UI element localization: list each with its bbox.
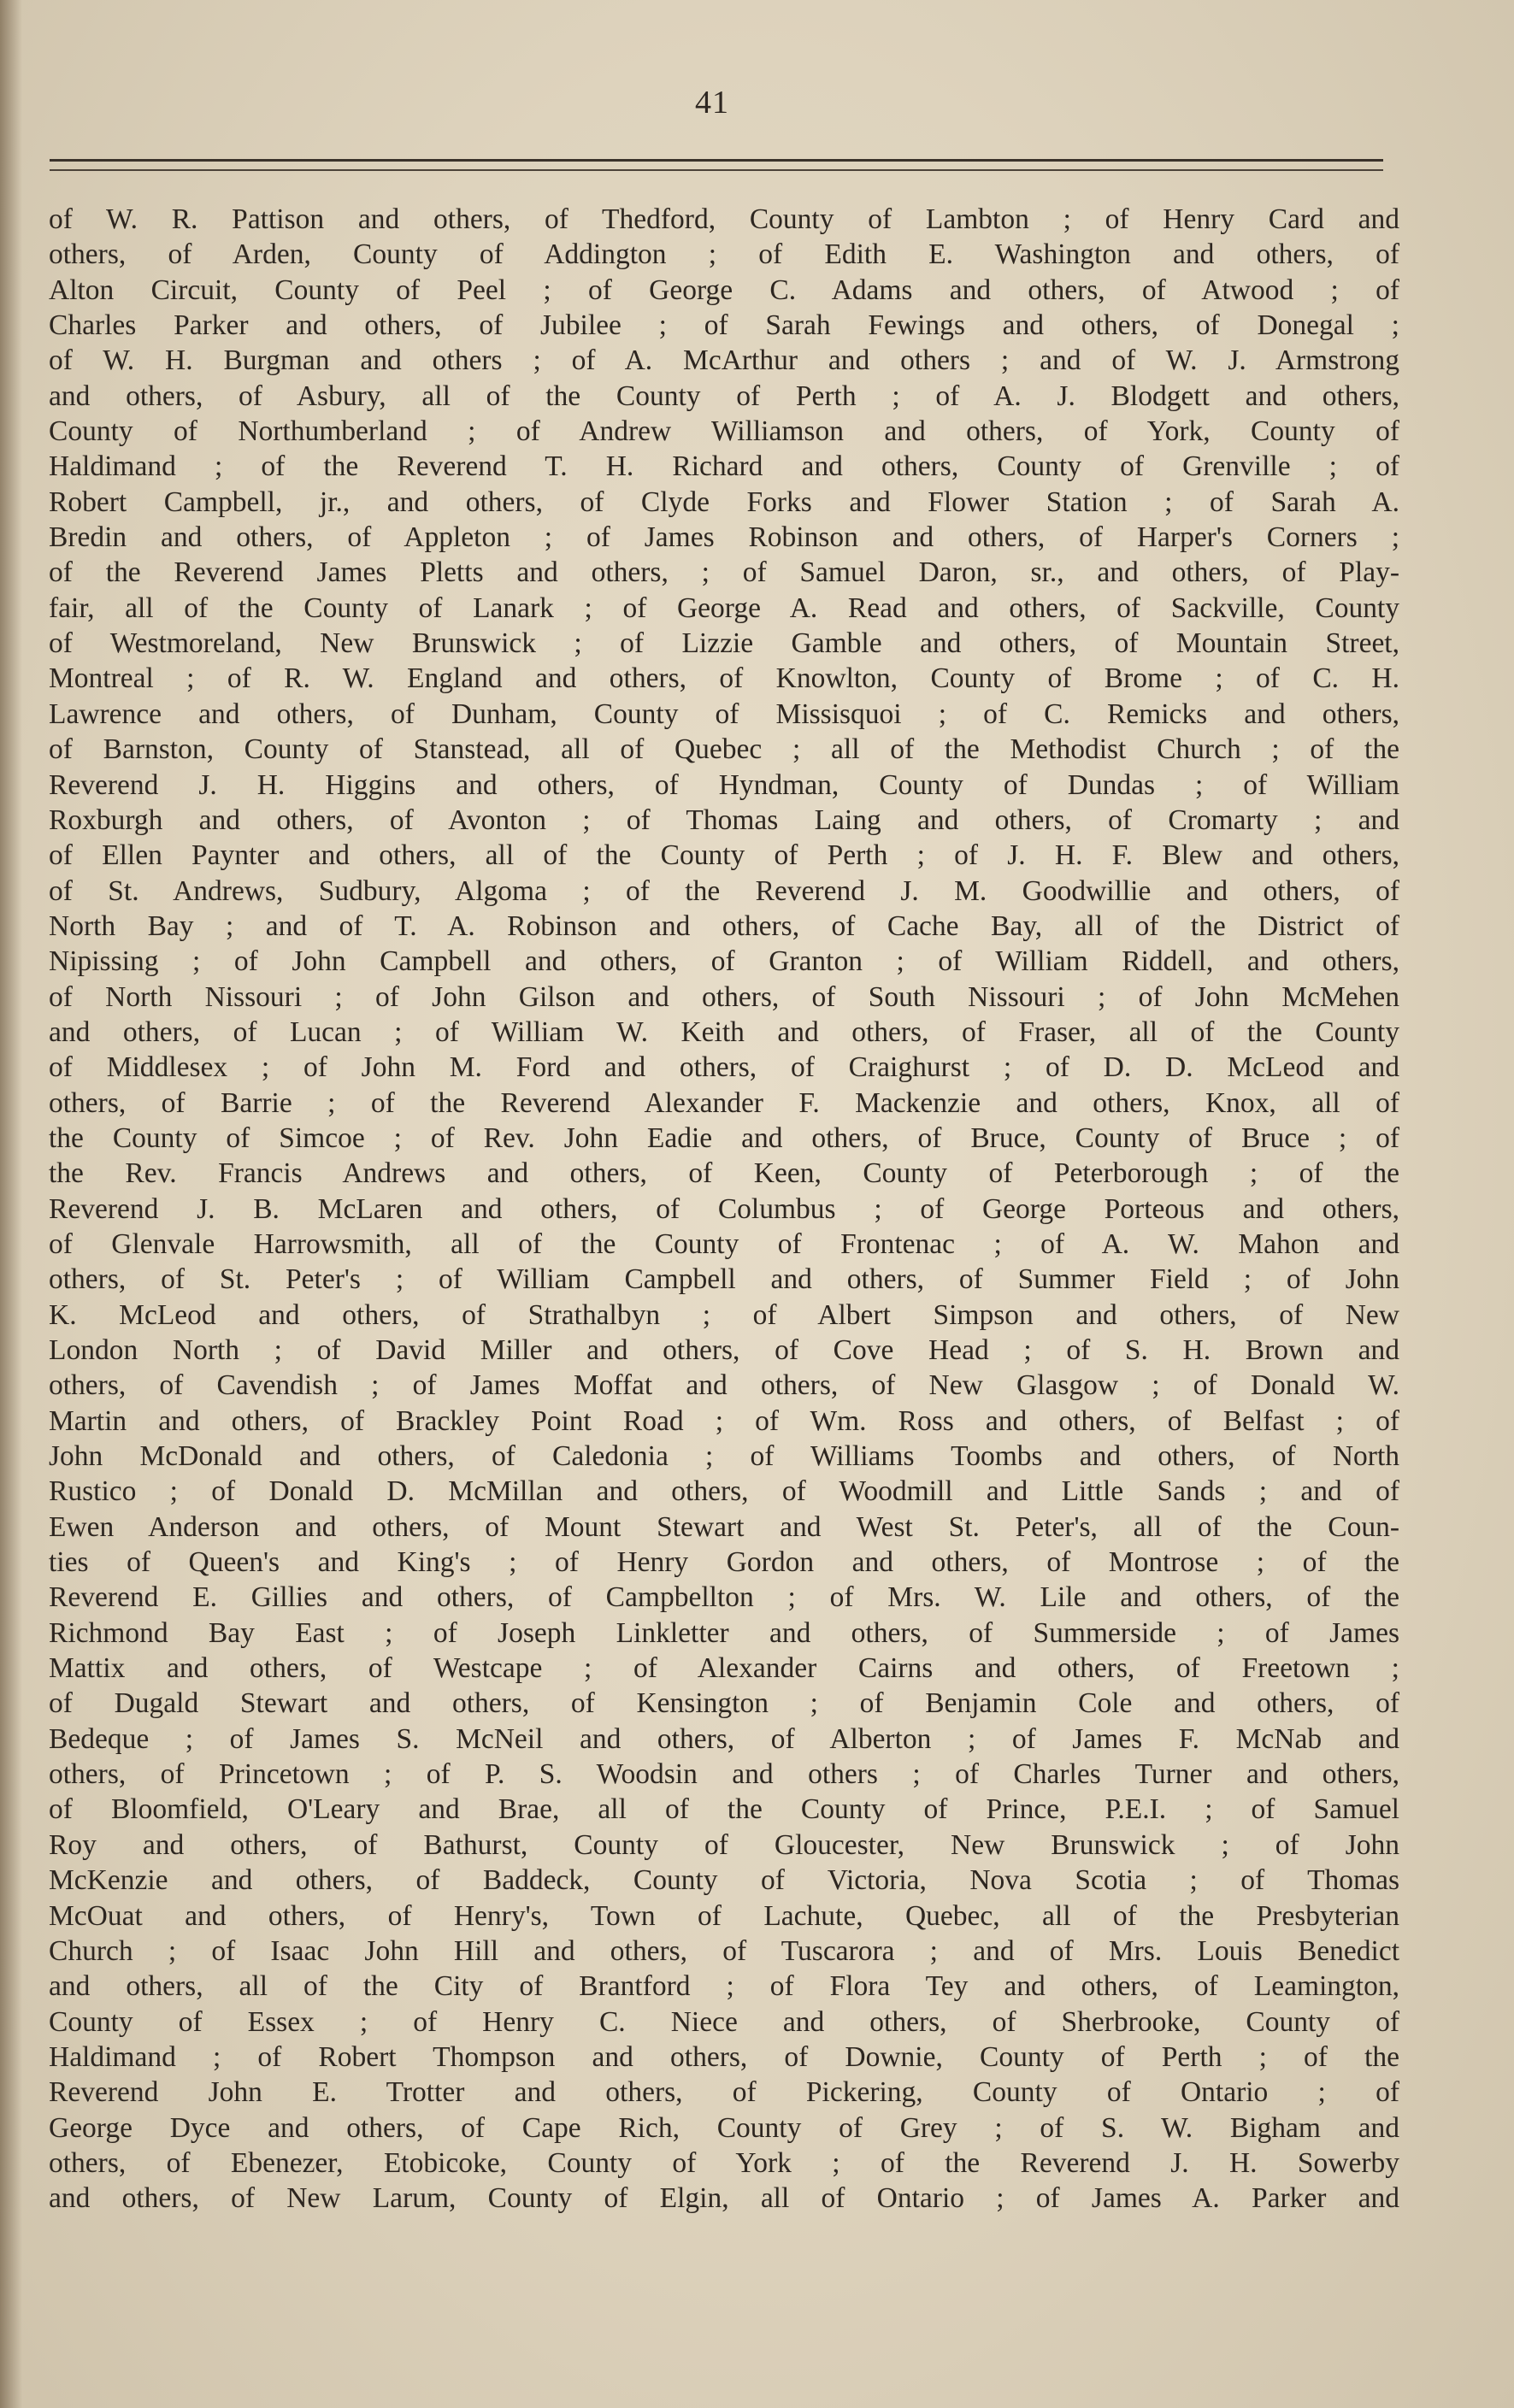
text-line: Roxburgh and others, of Avonton ; of Thomas Laing and others, of Cromarty ; and (49, 804, 1399, 836)
text-line: Reverend J. H. Higgins and others, of Hyndman, County of Dundas ; of William (49, 768, 1399, 801)
page-edge-shadow (0, 0, 22, 2408)
text-line: Martin and others, of Brackley Point Road ; of Wm. Ross and others, of Belfast ; of (49, 1404, 1399, 1437)
text-line: ties of Queen's and King's ; of Henry Gordon and others, of Montrose ; of the (49, 1546, 1399, 1579)
text-line: Lawrence and others, of Dunham, County of Missisquoi ; of C. Remicks and others, (49, 698, 1399, 730)
text-line: Nipissing ; of John Campbell and others, of Granton ; of William Riddell, and others, (49, 945, 1399, 978)
text-line: and others, all of the City of Brantford ; of Flora Tey and others, of Leamington, (49, 1970, 1399, 2003)
text-line: and others, of New Larum, County of Elgin, all of Ontario ; of James A. Parker and (49, 2182, 1399, 2215)
text-line: County of Northumberland ; of Andrew Williamson and others, of York, County of (49, 415, 1399, 448)
text-line: Bredin and others, of Appleton ; of James Robinson and others, of Harper's Corners ; (49, 521, 1399, 554)
header-rule-thick (50, 159, 1383, 162)
text-line: others, of Arden, County of Addington ; of Edith E. Washington and others, of (49, 238, 1399, 271)
text-line: Reverend E. Gillies and others, of Campbellton ; of Mrs. W. Lile and others, of the (49, 1581, 1399, 1614)
text-line: Montreal ; of R. W. England and others, of Knowlton, County of Brome ; of C. H. (49, 662, 1399, 695)
text-line: of Middlesex ; of John M. Ford and others, of Craighurst ; of D. D. McLeod and (49, 1051, 1399, 1084)
text-line: of North Nissouri ; of John Gilson and others, of South Nissouri ; of John McMehen (49, 980, 1399, 1013)
text-line: Church ; of Isaac John Hill and others, of Tuscarora ; and of Mrs. Louis Benedict (49, 1934, 1399, 1967)
text-line: North Bay ; and of T. A. Robinson and others, of Cache Bay, all of the District of (49, 910, 1399, 942)
text-line: Reverend J. B. McLaren and others, of Columbus ; of George Porteous and others, (49, 1192, 1399, 1225)
text-line: of Westmoreland, New Brunswick ; of Lizzie Gamble and others, of Mountain Street, (49, 627, 1399, 660)
text-line: Alton Circuit, County of Peel ; of George C. Adams and others, of Atwood ; of (49, 274, 1399, 306)
text-line: of Ellen Paynter and others, all of the County of Perth ; of J. H. F. Blew and others, (49, 839, 1399, 872)
text-line: the Rev. Francis Andrews and others, of Keen, County of Peterborough ; of the (49, 1157, 1399, 1190)
text-line: others, of St. Peter's ; of William Campbell and others, of Summer Field ; of John (49, 1263, 1399, 1296)
text-line: Charles Parker and others, of Jubilee ; of Sarah Fewings and others, of Donegal ; (49, 309, 1399, 342)
text-line: Bedeque ; of James S. McNeil and others, of Alberton ; of James F. McNab and (49, 1722, 1399, 1755)
text-line: McKenzie and others, of Baddeck, County of Victoria, Nova Scotia ; of Thomas (49, 1864, 1399, 1897)
text-line: K. McLeod and others, of Strathalbyn ; of Albert Simpson and others, of New (49, 1298, 1399, 1331)
text-line: of Dugald Stewart and others, of Kensington ; of Benjamin Cole and others, of (49, 1687, 1399, 1720)
text-line: of Glenvale Harrowsmith, all of the County of Frontenac ; of A. W. Mahon and (49, 1228, 1399, 1260)
text-line: Richmond Bay East ; of Joseph Linkletter and others, of Summerside ; of James (49, 1616, 1399, 1649)
text-line: George Dyce and others, of Cape Rich, County of Grey ; of S. W. Bigham and (49, 2111, 1399, 2144)
text-line: Haldimand ; of the Reverend T. H. Richard and others, County of Grenville ; of (49, 450, 1399, 483)
text-line: Rustico ; of Donald D. McMillan and others, of Woodmill and Little Sands ; and of (49, 1475, 1399, 1508)
text-line: Haldimand ; of Robert Thompson and others, of Downie, County of Perth ; of the (49, 2040, 1399, 2073)
text-line: of W. H. Burgman and others ; of A. McArthur and others ; and of W. J. Armstrong (49, 344, 1399, 377)
text-line: others, of Ebenezer, Etobicoke, County of York ; of the Reverend J. H. Sowerby (49, 2146, 1399, 2179)
text-line: McOuat and others, of Henry's, Town of Lachute, Quebec, all of the Presbyterian (49, 1899, 1399, 1932)
header-rule-thin (50, 169, 1383, 171)
body-text (49, 202, 1399, 2217)
text-line: and others, of Lucan ; of William W. Keith and others, of Fraser, all of the County (49, 1016, 1399, 1048)
text-line: others, of Princetown ; of P. S. Woodsin and others ; of Charles Turner and others, (49, 1758, 1399, 1791)
text-line: of Barnston, County of Stanstead, all of Quebec ; all of the Methodist Church ; of the (49, 733, 1399, 766)
text-line: of St. Andrews, Sudbury, Algoma ; of the Reverend J. M. Goodwillie and others, of (49, 874, 1399, 907)
text-line: Reverend John E. Trotter and others, of Pickering, County of Ontario ; of (49, 2076, 1399, 2109)
text-line: of the Reverend James Pletts and others, ; of Samuel Daron, sr., and others, of Play- (49, 556, 1399, 589)
text-line: of W. R. Pattison and others, of Thedford, County of Lambton ; of Henry Card and (49, 203, 1399, 235)
text-line: others, of Barrie ; of the Reverend Alexander F. Mackenzie and others, Knox, all of (49, 1086, 1399, 1119)
text-line: and others, of Asbury, all of the County of Perth ; of A. J. Blodgett and others, (49, 380, 1399, 412)
text-line: fair, all of the County of Lanark ; of George A. Read and others, of Sackville, County (49, 592, 1399, 624)
text-line: Roy and others, of Bathurst, County of Gloucester, New Brunswick ; of John (49, 1828, 1399, 1861)
text-line: Ewen Anderson and others, of Mount Stewart and West St. Peter's, all of the Coun- (49, 1510, 1399, 1543)
text-line: others, of Cavendish ; of James Moffat and others, of New Glasgow ; of Donald W. (49, 1369, 1399, 1402)
text-line: Mattix and others, of Westcape ; of Alexander Cairns and others, of Freetown ; (49, 1652, 1399, 1685)
text-line: of Bloomfield, O'Leary and Brae, all of the County of Prince, P.E.I. ; of Samuel (49, 1793, 1399, 1826)
text-line: Robert Campbell, jr., and others, of Clyde Forks and Flower Station ; of Sarah A. (49, 486, 1399, 518)
page-number: 41 (695, 85, 729, 121)
text-line: John McDonald and others, of Caledonia ; of Williams Toombs and others, of North (49, 1440, 1399, 1473)
text-line: County of Essex ; of Henry C. Niece and others, of Sherbrooke, County of (49, 2005, 1399, 2038)
text-line: London North ; of David Miller and others, of Cove Head ; of S. H. Brown and (49, 1334, 1399, 1366)
text-line: the County of Simcoe ; of Rev. John Eadie and others, of Bruce, County of Bruce ; of (49, 1122, 1399, 1154)
